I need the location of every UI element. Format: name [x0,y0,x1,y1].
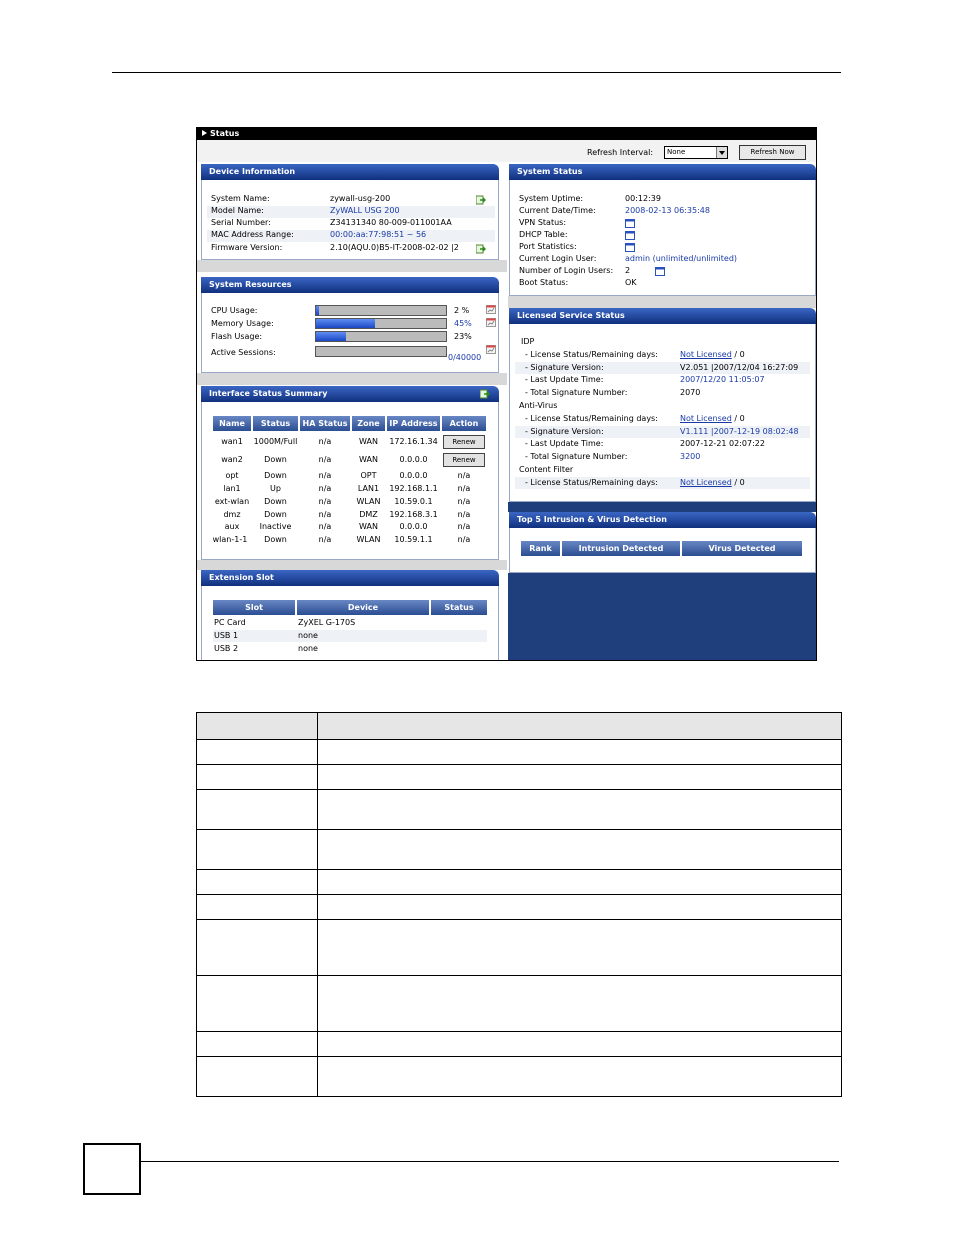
col-header-ha-status: HA Status [300,416,350,431]
mac-range-label: MAC Address Range: [211,230,294,239]
col-header-virus: Virus Detected [682,541,802,556]
chart-icon[interactable] [486,318,496,327]
gap [508,502,816,512]
chart-icon[interactable] [486,345,496,354]
col-header-rank: Rank [521,541,560,556]
cpu-usage-label: CPU Usage: [211,306,258,315]
panel-title: Device Information [201,164,499,180]
top5-detection-panel [509,512,816,573]
flash-usage-bar [315,331,447,342]
memory-usage-label: Memory Usage: [211,319,274,328]
firmware-version-label: Firmware Version: [211,243,283,252]
system-status-panel [509,164,816,296]
idp-group-label: IDP [521,337,535,346]
window-icon[interactable] [625,219,635,228]
model-name-value: ZyWALL USG 200 [330,206,400,215]
panel-title: Top 5 Intrusion & Virus Detection [509,512,816,528]
panel-title: Extension Slot [201,570,499,586]
gap [197,260,507,272]
refresh-now-button[interactable]: Refresh Now [739,145,806,160]
current-datetime-label: Current Date/Time: [519,206,596,215]
edit-go-icon[interactable] [476,195,486,205]
renew-button[interactable]: Renew [443,435,485,449]
gap [197,560,507,570]
table-row [197,790,842,830]
table-row [197,765,842,790]
col-header-zone: Zone [352,416,385,431]
cpu-usage-bar [315,305,447,316]
table-row [197,830,842,870]
serial-number-label: Serial Number: [211,218,271,227]
col-header-action: Action [442,416,486,431]
login-users-value: 2 [625,266,631,275]
active-sessions-value: 0/40000 [448,353,482,362]
not-licensed-link[interactable]: Not Licensed [680,414,732,423]
chevron-down-icon[interactable] [716,147,727,158]
system-uptime-value: 00:12:39 [625,194,661,203]
model-name-label: Model Name: [211,206,264,215]
device-information-panel [201,164,499,260]
vpn-status-label: VPN Status: [519,218,567,227]
not-licensed-link[interactable]: Not Licensed [680,350,732,359]
active-sessions-bar [315,346,447,357]
system-uptime-label: System Uptime: [519,194,584,203]
table-row [197,1057,842,1097]
table-row [197,740,842,765]
window-icon[interactable] [625,231,635,240]
interface-status-panel: Interface Status Summary Name Status HA Status Zone IP Address Action wan1 1000M/Full n/a WAN 172.16.1.34 Renew wan2 Down n/a WAN 0.0.0.0 Renew opt Down n/a OPT 0.0.0.0 n/a lan1 Up n/a LAN1 192.168.1.1 n/a ext-wlan Down n/a WLAN 10.59.0.1 n/a dmz Down n/a DMZ 192.168.3.1 n/a aux Inactive n/a WAN 0.0.0.0 n/a wlan-1-1 Down n/a WLAN 10.59.1.1 n/a [201,386,499,560]
panel-title: System Resources [201,277,499,293]
col-header-intrusion: Intrusion Detected [562,541,680,556]
current-login-user-value: admin (unlimited/unlimited) [625,254,738,263]
table-row [197,1032,842,1057]
mac-range-value: 00:00:aa:77:98:51 ~ 56 [330,230,427,239]
active-sessions-label: Active Sessions: [211,348,276,357]
page-bottom-rule [140,1161,839,1162]
col-header-device: Device [297,600,429,615]
flash-usage-label: Flash Usage: [211,332,263,341]
gap [508,296,816,308]
anti-virus-group-label: Anti-Virus [519,401,558,410]
panel-title: Licensed Service Status [509,308,816,324]
window-titlebar [197,128,816,140]
col-header-name: Name [213,416,251,431]
field-description-table [196,712,842,1097]
window-icon[interactable] [625,243,635,252]
extension-slot-panel: Extension Slot Slot Device Status PC Card ZyXEL G-170S USB 1 none USB 2 none [201,570,499,661]
current-datetime-value: 2008-02-13 06:35:48 [625,206,710,215]
col-header-ip-address: IP Address [387,416,440,431]
col-header-slot: Slot [213,600,295,615]
system-resources-panel [201,277,499,373]
memory-usage-value: 45% [454,319,472,328]
renew-button[interactable]: Renew [443,453,485,467]
edit-go-icon[interactable] [480,389,490,399]
system-name-value: zywall-usg-200 [330,194,391,203]
chart-icon[interactable] [486,305,496,314]
serial-number-value: Z34131340 80-009-011001AA [330,218,452,227]
edit-go-icon[interactable] [476,244,486,254]
dhcp-table-label: DHCP Table: [519,230,568,239]
page-number-box [83,1143,141,1195]
flash-usage-value: 23% [454,332,472,341]
content-filter-group-label: Content Filter [519,465,574,474]
system-name-label: System Name: [211,194,270,203]
page-top-rule [112,72,841,73]
table-header-row [197,713,842,740]
login-users-label: Number of Login Users: [519,266,614,275]
table-row [197,895,842,920]
memory-usage-bar [315,318,447,329]
boot-status-value: OK [625,278,637,287]
refresh-interval-value: None [667,148,686,156]
col-header-status: Status [253,416,298,431]
right-column-background [508,573,817,661]
not-licensed-link[interactable]: Not Licensed [680,478,732,487]
current-login-user-label: Current Login User: [519,254,597,263]
status-screen [196,127,817,661]
arrow-right-icon [202,130,207,136]
window-title: Status [210,129,240,138]
gap [197,373,507,385]
licensed-service-panel: Licensed Service Status IDP - License Status/Remaining days: Not Licensed / 0 - Signature Version: V2.051 |2007/12/04 16:27:09 - Last Update Time: 2007/12/20 11:05:07 - Total Signature Number: 2070 Anti-Virus - License Status/Remaining days: Not Licensed / 0 - Signature Version: V1.111 |2007-12-19 08:02:48 - Last Update Time: 2007-12-21 02:07:22 - Total Signature Number: 3200 Content Filter - License Status/Remaining days: Not Licensed / 0 [509,308,816,502]
firmware-version-value: 2.10(AQU.0)B5-IT-2008-02-02 |2 [330,243,459,252]
table-row [197,976,842,1032]
cpu-usage-value: 2 % [454,306,470,315]
boot-status-label: Boot Status: [519,278,569,287]
panel-title: System Status [509,164,816,180]
port-statistics-label: Port Statistics: [519,242,577,251]
panel-title: Interface Status Summary [201,386,499,402]
table-row [197,920,842,976]
window-icon[interactable] [655,267,665,276]
col-header-status: Status [431,600,487,615]
table-row [197,870,842,895]
refresh-interval-select[interactable] [664,146,728,159]
refresh-interval-label: Refresh Interval: [587,148,654,157]
